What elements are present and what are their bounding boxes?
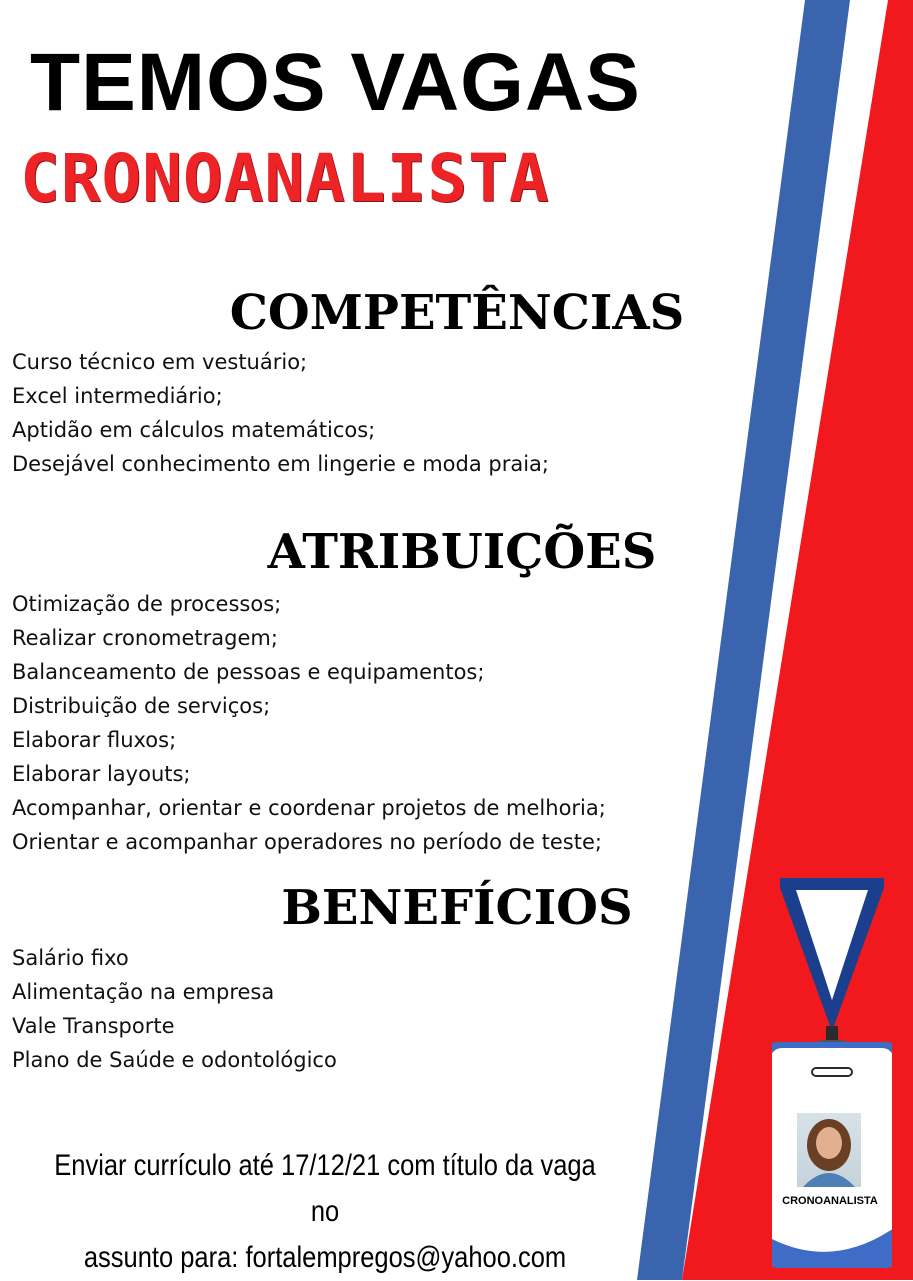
list-item: Realizar cronometragem; [12,626,278,650]
list-item: Vale Transporte [12,1014,175,1038]
beneficios-list [12,941,337,1077]
list-item: Acompanhar, orientar e coordenar projetos de melhoria; [12,796,606,820]
footer-line-2: assunto para: fortalempregos@yahoo.com [83,1241,567,1274]
competencias-list [12,345,549,481]
badge-photo [797,1113,861,1187]
list-item: Distribuição de serviços; [12,694,271,718]
list-item: Excel intermediário; [12,384,223,408]
job-title: CRONOANALISTA [20,140,550,217]
competencias-heading: COMPETÊNCIAS [229,285,685,341]
beneficios-heading: BENEFÍCIOS [281,880,633,936]
list-item: Aptidão em cálculos matemáticos; [12,418,376,442]
atribuicoes-heading: ATRIBUIÇÕES [267,524,657,580]
list-item: Orientar e acompanhar operadores no período de teste; [12,830,602,854]
list-item: Balanceamento de pessoas e equipamentos; [12,660,485,684]
footer-line-1: Enviar currículo até 17/12/21 com título da vaga no [54,1149,596,1228]
list-item: Desejável conhecimento em lingerie e moda praia; [12,452,549,476]
list-item: Otimização de processos; [12,592,282,616]
list-item: Curso técnico em vestuário; [12,350,308,374]
badge-clip [826,1026,838,1042]
badge-label: CRONOANALISTA [782,1195,878,1207]
application-instructions [0,1143,650,1281]
list-item: Alimentação na empresa [12,980,275,1004]
id-badge-icon [772,878,892,1268]
list-item: Plano de Saúde e odontológico [12,1048,337,1072]
atribuicoes-list [12,587,606,859]
person-photo-icon [797,1113,861,1187]
list-item: Salário fixo [12,946,129,970]
list-item: Elaborar fluxos; [12,728,177,752]
page-title: TEMOS VAGAS [30,37,641,128]
list-item: Elaborar layouts; [12,762,191,786]
